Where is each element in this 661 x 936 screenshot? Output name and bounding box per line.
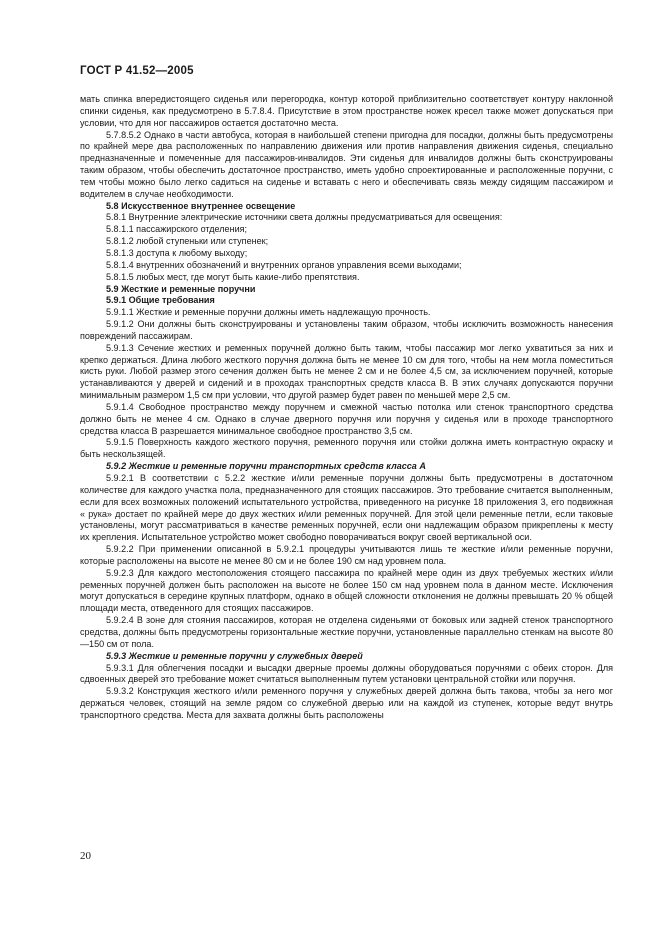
paragraph: 5.9.1.1 Жесткие и ременные поручни должны иметь надлежащую прочность. (106, 307, 431, 318)
paragraph: 5.9.1.4 Свободное пространство между поручнем и смежной частью потолка или стенок транспортного средства должно быть не менее 4 см. Однако в случае дверного поручня или поручня у сиденья или в проходе транспортного средства класса В разрешается минимальное свободное пространство 3,5 см. (80, 401, 613, 436)
paragraph: 5.7.8.5.2 Однако в части автобуса, которая в наибольшей степени пригодна для посадки, должны быть предусмотрены по крайней мере два расположенных по направлению движения или против направления движения сиденья, специально предназначенные и помеченные для пассажиров-инвалидов. Эти сиденья для инвалидов должны быть сконструированы таким образом, чтобы обеспечить достаточное пространство, иметь удобно спроектированные и расположенные поручни, с тем чтобы можно было легко садиться на сиденье и вставать с него и обеспечивать связь между сидящим пассажиром и водителем в случае необходимости. (80, 129, 613, 199)
list-item: 5.8.1.2 любой ступеньки или ступенек; (106, 236, 269, 247)
paragraph: 5.9.1.5 Поверхность каждого жесткого поручня, ременного поручня или стойки должна иметь контрастную окраску и быть нескользящей. (80, 437, 613, 460)
subsection-heading: 5.9.2 Жесткие и ременные поручни транспортных средств класса А (106, 461, 426, 472)
paragraph: 5.9.2.1 В соответствии с 5.2.2 жесткие и/или ременные поручни должны быть предусмотрены в достаточном количестве для каждого участка пола, предназначенного для стоящих пассажиров. Это требование считается выполненным, если для всех возможных положений испытательного устройства, приведенного на рисунке 18 приложения 3, его подвижная « рука» достает по крайней мере до двух жестких и/или ременных поручней. Для этой цели ременные петли, если таковые установлены, могут рассматриваться в качестве ременных поручней, если они надлежащим образом прикреплены к месту их крепления. Испытательное устройство может свободно поворачиваться вокруг своей вертикальной оси. (80, 473, 613, 543)
paragraph: 5.9.2.3 Для каждого местоположения стоящего пассажира по крайней мере один из двух требуемых жестких и/или ременных поручней должен быть расположен на высоте не более 150 см над уровнем пола в данном месте. Исключения могут допускаться в середине крупных платформ, однако в общей сложности отклонения не должны превышать 20 % общей площади места, отведенного для стоящих пассажиров. (80, 567, 613, 614)
list-item: 5.8.1.3 доступа к любому выходу; (106, 247, 248, 258)
body-text (80, 94, 613, 722)
paragraph: 5.9.1.2 Они должны быть сконструированы и установлены таким образом, чтобы исключить возможность нанесения повреждений пассажирам. (80, 319, 613, 341)
list-item: 5.8.1.5 любых мест, где могут быть какие-либо препятствия. (106, 271, 360, 282)
paragraph: 5.9.2.2 При применении описанной в 5.9.2.1 процедуры учитываются лишь те жесткие и/или ременные поручни, которые расположены на высоте не менее 80 см и не более 190 см над уровнем пола. (80, 544, 613, 566)
list-item: 5.8.1.1 пассажирского отделения; (106, 224, 248, 235)
page-header: ГОСТ Р 41.52—2005 (80, 65, 194, 77)
paragraph: 5.9.3.1 Для облегчения посадки и высадки дверные проемы должны оборудоваться поручнями с обеих сторон. Для сдвоенных дверей это требование может считаться выполненным путем установки центральной стойки или поручня. (80, 662, 613, 685)
list-item: 5.8.1.4 внутренних обозначений и внутренних органов управления всеми выходами; (106, 259, 462, 270)
paragraph: мать спинка впередистоящего сиденья или перегородка, контур которой приблизительно соответствует контуру наклонной спинки сиденья, как предусмотрено в 5.7.8.4. Присутствие в этом пространстве ножек кресел также может допускаться при условии, что для ног пассажиров остается достаточно места. (80, 94, 613, 128)
paragraph: 5.9.2.4 В зоне для стояния пассажиров, которая не отделена сиденьями от боковых или задней стенок транспортного средства, должны быть предусмотрены горизонтальные жесткие поручни, установленные параллельно стенкам на высоте 80—150 см от пола. (80, 615, 613, 649)
paragraph: 5.9.3.2 Конструкция жесткого и/или ременного поручня у служебных дверей должна быть такова, чтобы за него мог держаться человек, стоящий на земле рядом со служебной дверью или на каждой из ступенек, которые ведут внутрь транспортного средства. Места для захвата должны быть расположены (80, 686, 613, 720)
paragraph: 5.9.1.3 Сечение жестких и ременных поручней должно быть таким, чтобы пассажир мог легко ухватиться за них и крепко держаться. Длина любого жесткого поручня должна быть не менее 10 см для того, чтобы на нем могла поместиться кисть руки. Любой размер этого сечения должен быть не менее 2 см и не более 4,5 см, за исключением поручней, которые устанавливаются у дверей и сидений и в проходах транспортных средств класса В. В этих случаях допускаются поручни минимальным размером 1,5 см при условии, что другой размер будет равен по меньшей мере 2,5 см. (80, 342, 613, 401)
subsection-heading: 5.9.3 Жесткие и ременные поручни у служебных дверей (106, 650, 363, 661)
paragraph: 5.8.1 Внутренние электрические источники света должны предусматриваться для освещения: (106, 212, 503, 223)
subsection-heading: 5.9.1 Общие требования (106, 295, 215, 306)
section-heading: 5.8 Искусственное внутреннее освещение (106, 200, 296, 211)
page-number: 20 (80, 850, 91, 862)
section-heading: 5.9 Жесткие и ременные поручни (106, 283, 256, 294)
